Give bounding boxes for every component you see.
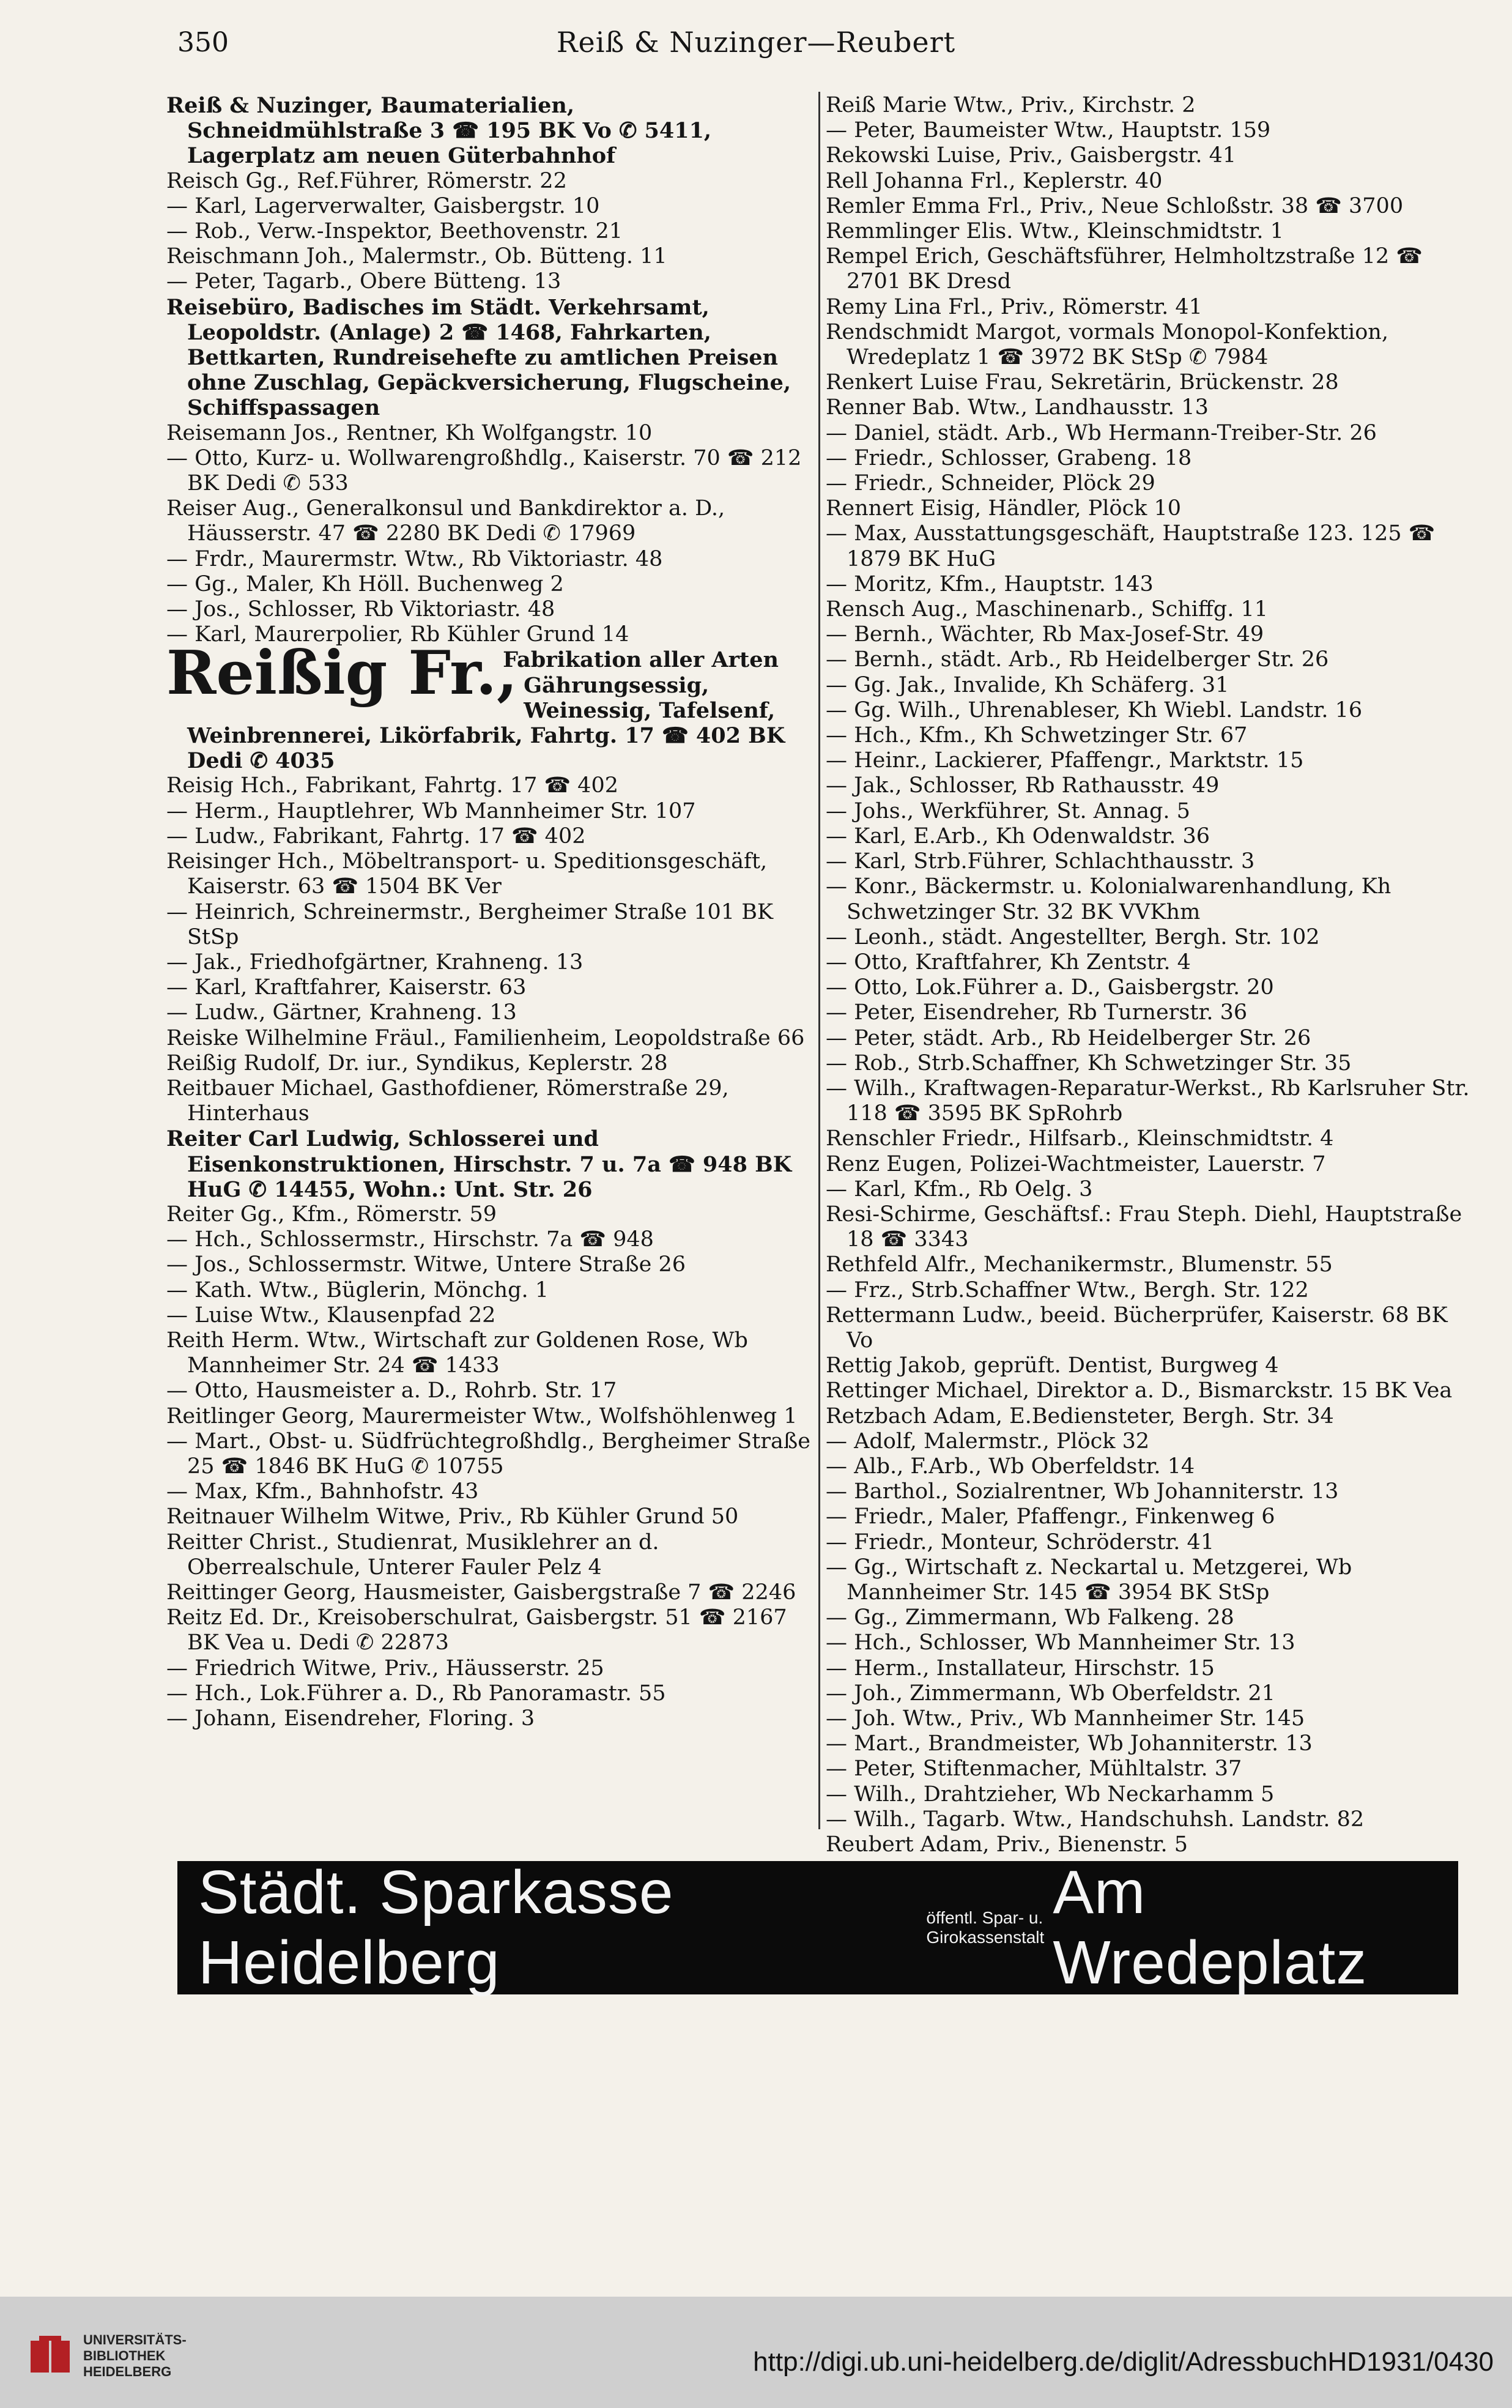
directory-entry: Reith Herm. Wtw., Wirtschaft zur Goldenen Rose, Wb Mannheimer Str. 24 ☎ 1433 xyxy=(166,1328,748,1378)
directory-entry: — Konr., Bäckermstr. u. Kolonialwarenhandlung, Kh Schwetzinger Str. 32 BK VVKhm xyxy=(826,874,1392,924)
directory-entry: Reiß Marie Wtw., Priv., Kirchstr. 2 xyxy=(826,93,1196,117)
directory-entry: — Max, Kfm., Bahnhofstr. 43 xyxy=(166,1479,479,1504)
directory-entry: Reiter Gg., Kfm., Römerstr. 59 xyxy=(166,1202,497,1227)
directory-entry: — Karl, Kfm., Rb Oelg. 3 xyxy=(826,1176,1093,1202)
directory-entry: — Friedr., Schneider, Plöck 29 xyxy=(826,471,1155,496)
directory-entry: — Peter, Tagarb., Obere Bütteng. 13 xyxy=(166,269,561,294)
directory-entry: — Gg., Wirtschaft z. Neckartal u. Metzgerei, Wb Mannheimer Str. 145 ☎ 3954 BK StSp xyxy=(826,1555,1352,1605)
library-name: UNIVERSITÄTS- BIBLIOTHEK HEIDELBERG xyxy=(83,2332,187,2379)
directory-entry: Reisinger Hch., Möbeltransport- u. Speditionsgeschäft, Kaiserstr. 63 ☎ 1504 BK Ver xyxy=(166,849,768,899)
directory-entry: Reiske Wilhelmine Fräul., Familienheim, Leopoldstraße 66 xyxy=(166,1025,805,1050)
directory-entry: — Otto, Kurz- u. Wollwarengroßhdlg., Kaiserstr. 70 ☎ 212 BK Dedi ✆ 533 xyxy=(166,445,802,496)
directory-entry: — Adolf, Malermstr., Plöck 32 xyxy=(826,1429,1150,1454)
ad-subtitle xyxy=(926,1908,1044,1947)
directory-entry: — Heinr., Lackierer, Pfaffengr., Marktstr. 15 xyxy=(826,748,1304,773)
directory-entry: — Mart., Brandmeister, Wb Johanniterstr. 13 xyxy=(826,1731,1313,1756)
directory-entry: Rennert Eisig, Händler, Plöck 10 xyxy=(826,496,1182,521)
directory-entry: Rettinger Michael, Direktor a. D., Bismarckstr. 15 BK Vea xyxy=(826,1378,1453,1403)
page-header xyxy=(0,23,1512,62)
directory-entry: — Johann, Eisendreher, Floring. 3 xyxy=(166,1706,535,1731)
directory-entry: — Hch., Kfm., Kh Schwetzinger Str. 67 xyxy=(826,723,1248,748)
directory-entry: — Frz., Strb.Schaffner Wtw., Bergh. Str. 122 xyxy=(826,1277,1309,1302)
directory-entry: — Peter, Stiftenmacher, Mühltalstr. 37 xyxy=(826,1756,1242,1782)
directory-entry: — Bernh., Wächter, Rb Max-Josef-Str. 49 xyxy=(826,622,1264,647)
directory-entry: Reiß & Nuzinger, Baumaterialien, Schneidmühlstraße 3 ☎ 195 BK Vo ✆ 5411, Lagerplatz am neuen Güterbahnhof xyxy=(166,93,712,169)
directory-entry: Reißig Rudolf, Dr. iur., Syndikus, Keplerstr. 28 xyxy=(166,1050,668,1076)
directory-entry: — Wilh., Drahtzieher, Wb Neckarhamm 5 xyxy=(826,1782,1275,1807)
directory-entry: Rempel Erich, Geschäftsführer, Helmholtzstraße 12 ☎ 2701 BK Dresd xyxy=(826,244,1423,294)
directory-entry: — Hch., Schlosser, Wb Mannheimer Str. 13 xyxy=(826,1630,1295,1656)
directory-entry: Rensch Aug., Maschinenarb., Schiffg. 11 xyxy=(826,597,1268,622)
directory-entry: Rell Johanna Frl., Keplerstr. 40 xyxy=(826,168,1163,193)
column-divider xyxy=(818,92,820,1829)
directory-entry: — Hch., Lok.Führer a. D., Rb Panoramastr. 55 xyxy=(166,1681,666,1706)
entry-text: Fabrikation aller Arten Gährungsessig, Weinessig, Tafelsenf, Weinbrennerei, Likörfabrik, Fahrtg. 17 ☎ 402 BK Dedi ✆ 4035 xyxy=(187,647,785,774)
directory-entry: Rettig Jakob, geprüft. Dentist, Burgweg 4 xyxy=(826,1353,1279,1378)
directory-entry: — Leonh., städt. Angestellter, Bergh. Str. 102 xyxy=(826,924,1320,949)
directory-entry: — Barthol., Sozialrentner, Wb Johanniterstr. 13 xyxy=(826,1479,1339,1504)
directory-entry: Renschler Friedr., Hilfsarb., Kleinschmidtstr. 4 xyxy=(826,1126,1334,1151)
directory-entry: Remmlinger Elis. Wtw., Kleinschmidtstr. 1 xyxy=(826,219,1284,244)
directory-entry: Reischmann Joh., Malermstr., Ob. Bütteng. 11 xyxy=(166,244,667,269)
directory-entry: — Gg. Wilh., Uhrenableser, Kh Wiebl. Landstr. 16 xyxy=(826,697,1363,723)
directory-entry: Reitbauer Michael, Gasthofdiener, Römerstraße 29, Hinterhaus xyxy=(166,1076,729,1126)
directory-entry: Reitnauer Wilhelm Witwe, Priv., Rb Kühler Grund 50 xyxy=(166,1504,739,1529)
ad-subtitle-line1: öffentl. Spar- u. xyxy=(926,1908,1043,1927)
directory-entry: Remy Lina Frl., Priv., Römerstr. 41 xyxy=(826,294,1203,319)
directory-entry: — Otto, Kraftfahrer, Kh Zentstr. 4 xyxy=(826,949,1191,975)
directory-entry: — Kath. Wtw., Büglerin, Mönchg. 1 xyxy=(166,1277,549,1302)
directory-entry: — Max, Ausstattungsgeschäft, Hauptstraße 123. 125 ☎ 1879 BK HuG xyxy=(826,521,1436,571)
university-library-logo xyxy=(28,2335,72,2379)
directory-entry: — Joh. Wtw., Priv., Wb Mannheimer Str. 145 xyxy=(826,1706,1305,1731)
directory-entry: — Rob., Strb.Schaffner, Kh Schwetzinger Str. 35 xyxy=(826,1050,1352,1076)
directory-entry: Reisemann Jos., Rentner, Kh Wolfgangstr. 10 xyxy=(166,420,653,445)
directory-entry: — Karl, E.Arb., Kh Odenwaldstr. 36 xyxy=(826,823,1210,849)
directory-entry: Reittinger Georg, Hausmeister, Gaisbergstraße 7 ☎ 2246 xyxy=(166,1580,796,1605)
directory-entry: Rendschmidt Margot, vormals Monopol-Konfektion, Wredeplatz 1 ☎ 3972 BK StSp ✆ 7984 xyxy=(826,319,1388,370)
directory-entry: — Mart., Obst- u. Südfrüchtegroßhdlg., Bergheimer Straße 25 ☎ 1846 BK HuG ✆ 10755 xyxy=(166,1429,810,1479)
directory-entry: — Jak., Schlosser, Rb Rathausstr. 49 xyxy=(826,773,1220,798)
directory-entry: — Peter, Baumeister Wtw., Hauptstr. 159 xyxy=(826,118,1271,143)
directory-entry: Reubert Adam, Priv., Bienenstr. 5 xyxy=(826,1832,1188,1857)
directory-entry: — Ludw., Fabrikant, Fahrtg. 17 ☎ 402 xyxy=(166,823,586,849)
directory-entry: — Peter, Eisendreher, Rb Turnerstr. 36 xyxy=(826,1000,1248,1025)
directory-entry: Rettermann Ludw., beeid. Bücherprüfer, Kaiserstr. 68 BK Vo xyxy=(826,1302,1448,1353)
directory-entry: — Ludw., Gärtner, Krahneng. 13 xyxy=(166,1000,517,1025)
directory-entry: Reisig Hch., Fabrikant, Fahrtg. 17 ☎ 402 xyxy=(166,773,618,798)
directory-entry: — Luise Wtw., Klausenpfad 22 xyxy=(166,1302,496,1328)
directory-entry: Retzbach Adam, E.Bediensteter, Bergh. Str. 34 xyxy=(826,1403,1334,1429)
directory-entry: — Bernh., städt. Arb., Rb Heidelberger Str. 26 xyxy=(826,647,1329,672)
ad-title: Städt. Sparkasse Heidelberg xyxy=(198,1858,674,1997)
directory-entry: — Friedr., Schlosser, Grabeng. 18 xyxy=(826,445,1192,470)
directory-entry: Remler Emma Frl., Priv., Neue Schloßstr. 38 ☎ 3700 xyxy=(826,193,1404,218)
directory-entry: — Heinrich, Schreinermstr., Bergheimer Straße 101 BK StSp xyxy=(166,899,774,949)
directory-entry: — Joh., Zimmermann, Wb Oberfeldstr. 21 xyxy=(826,1681,1275,1706)
directory-entry: — Gg., Zimmermann, Wb Falkeng. 28 xyxy=(826,1605,1234,1630)
directory-entry: — Herm., Installateur, Hirschstr. 15 xyxy=(826,1656,1215,1681)
directory-entry: — Moritz, Kfm., Hauptstr. 143 xyxy=(826,571,1154,596)
directory-entry: — Gg. Jak., Invalide, Kh Schäferg. 31 xyxy=(826,672,1229,697)
directory-entry: Reitter Christ., Studienrat, Musiklehrer an d. Oberrealschule, Unterer Fauler Pelz 4 xyxy=(166,1529,659,1580)
directory-entry: — Gg., Maler, Kh Höll. Buchenweg 2 xyxy=(166,571,564,596)
directory-entry: — Rob., Verw.-Inspektor, Beethovenstr. 21 xyxy=(166,219,623,244)
directory-entry: — Friedrich Witwe, Priv., Häusserstr. 25 xyxy=(166,1656,604,1681)
directory-entry: — Hch., Schlossermstr., Hirschstr. 7a ☎ 948 xyxy=(166,1227,654,1252)
directory-entry: — Wilh., Kraftwagen-Reparatur-Werkst., Rb Karlsruher Str. 118 ☎ 3595 BK SpRohrb xyxy=(826,1076,1470,1126)
left-column xyxy=(166,93,812,1731)
directory-entry: — Alb., F.Arb., Wb Oberfeldstr. 14 xyxy=(826,1454,1195,1479)
library-footer xyxy=(0,2297,1512,2408)
directory-entry: — Otto, Hausmeister a. D., Rohrb. Str. 17 xyxy=(166,1378,617,1403)
ad-location: Am Wredeplatz xyxy=(1053,1858,1368,1997)
directory-entry: Reiser Aug., Generalkonsul und Bankdirektor a. D., Häusserstr. 47 ☎ 2280 BK Dedi ✆ 17969 xyxy=(166,496,725,546)
directory-entry xyxy=(166,638,812,774)
running-title: Reiß & Nuzinger—Reubert xyxy=(556,26,956,59)
directory-entry: Renkert Luise Frau, Sekretärin, Brückenstr. 28 xyxy=(826,370,1339,395)
page-number: 350 xyxy=(177,27,229,58)
sparkasse-advertisement xyxy=(177,1858,1458,1997)
directory-entry: Reitlinger Georg, Maurermeister Wtw., Wolfshöhlenweg 1 xyxy=(166,1403,798,1429)
directory-entry: — Jos., Schlossermstr. Witwe, Untere Straße 26 xyxy=(166,1252,686,1277)
directory-entry: Rekowski Luise, Priv., Gaisbergstr. 41 xyxy=(826,143,1237,168)
directory-entry: — Friedr., Maler, Pfaffengr., Finkenweg 6 xyxy=(826,1504,1275,1529)
source-url-link[interactable]: http://digi.ub.uni-heidelberg.de/diglit/AdressbuchHD1931/0430 xyxy=(753,2347,1494,2377)
directory-entry: — Wilh., Tagarb. Wtw., Handschuhsh. Landstr. 82 xyxy=(826,1807,1365,1832)
directory-entry: — Frdr., Maurermstr. Wtw., Rb Viktoriastr. 48 xyxy=(166,546,663,571)
directory-entry: — Karl, Lagerverwalter, Gaisbergstr. 10 xyxy=(166,193,600,218)
directory-entry: — Johs., Werkführer, St. Annag. 5 xyxy=(826,798,1190,823)
directory-entry: — Karl, Kraftfahrer, Kaiserstr. 63 xyxy=(166,975,527,1000)
directory-entry: — Jos., Schlosser, Rb Viktoriastr. 48 xyxy=(166,597,555,622)
directory-entry: — Peter, städt. Arb., Rb Heidelberger Str. 26 xyxy=(826,1025,1311,1050)
directory-entry: — Friedr., Monteur, Schröderstr. 41 xyxy=(826,1529,1215,1555)
directory-entry: — Herm., Hauptlehrer, Wb Mannheimer Str. 107 xyxy=(166,798,696,823)
directory-entry: Reiter Carl Ludwig, Schlosserei und Eisenkonstruktionen, Hirschstr. 7 u. 7a ☎ 948 BK HuG ✆ 14455, Wohn.: Unt. Str. 26 xyxy=(166,1126,792,1202)
directory-entry: Resi-Schirme, Geschäftsf.: Frau Steph. Diehl, Hauptstraße 18 ☎ 3343 xyxy=(826,1202,1462,1252)
directory-entry: Reisch Gg., Ref.Führer, Römerstr. 22 xyxy=(166,168,567,193)
directory-entry: Reisebüro, Badisches im Städt. Verkehrsamt, Leopoldstr. (Anlage) 2 ☎ 1468, Fahrkarten, Bettkarten, Rundreisehefte zu amtlichen Preisen ohne Zuschlag, Gepäckversicherung, Flugscheine, Schiffspassagen xyxy=(166,294,791,421)
directory-entry: Renner Bab. Wtw., Landhausstr. 13 xyxy=(826,395,1209,420)
right-column xyxy=(826,93,1471,1857)
directory-entry: — Otto, Lok.Führer a. D., Gaisbergstr. 20 xyxy=(826,975,1274,1000)
directory-entry: — Karl, Maurerpolier, Rb Kühler Grund 14 xyxy=(166,622,629,647)
display-heading: Reißig Fr., xyxy=(166,638,518,709)
directory-entry: Renz Eugen, Polizei-Wachtmeister, Lauerstr. 7 xyxy=(826,1151,1326,1176)
directory-entry: — Daniel, städt. Arb., Wb Hermann-Treiber-Str. 26 xyxy=(826,420,1377,445)
directory-entry: Rethfeld Alfr., Mechanikermstr., Blumenstr. 55 xyxy=(826,1252,1333,1277)
directory-entry: — Karl, Strb.Führer, Schlachthausstr. 3 xyxy=(826,849,1255,874)
directory-entry: Reitz Ed. Dr., Kreisoberschulrat, Gaisbergstr. 51 ☎ 2167 BK Vea u. Dedi ✆ 22873 xyxy=(166,1605,787,1656)
ad-subtitle-line2: Girokassenstalt xyxy=(926,1928,1045,1947)
directory-entry: — Jak., Friedhofgärtner, Krahneng. 13 xyxy=(166,949,584,975)
